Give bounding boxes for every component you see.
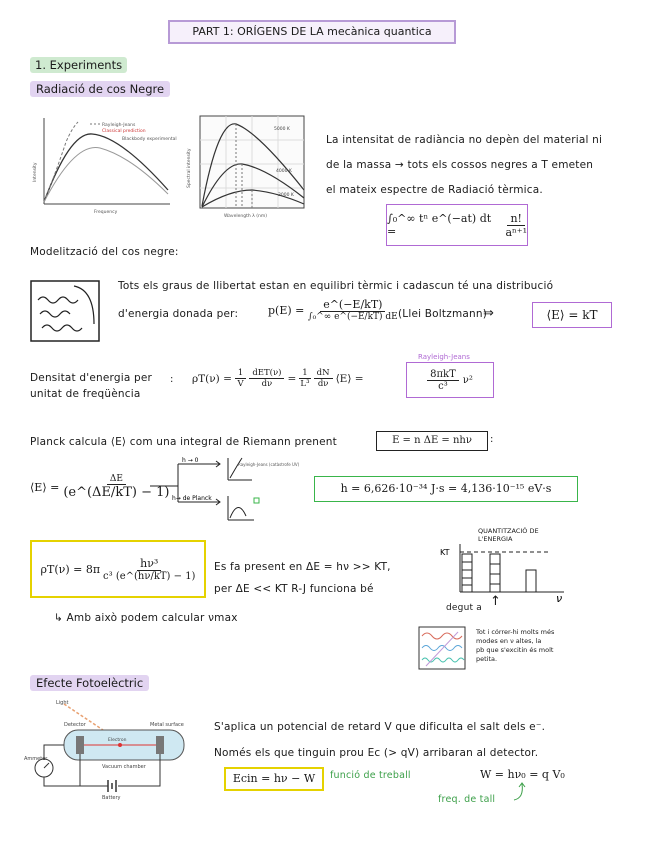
cutoff-arrow-icon (510, 782, 530, 804)
boltzmann-arrow: ⇒ (483, 306, 494, 321)
boltzmann-law: (Llei Boltzmann) (398, 308, 488, 320)
diagram-vacuum-label: Vacuum chamber (102, 764, 146, 770)
density-f1-num: 1 (235, 368, 246, 379)
density-colon: : (170, 374, 174, 385)
plot2-xlabel: Wavelength λ (nm) (224, 214, 267, 219)
quantization-title: QUANTITZACIÓ DE L'ENERGIA (478, 527, 539, 543)
plot1-legend-b: Classical prediction (102, 129, 146, 134)
planck-text: Planck calcula ⟨E⟩ com una integral de Riemann prenent (30, 436, 337, 448)
boltzmann-num: e^(−E/kT) (320, 298, 385, 312)
avg-energy-num: ΔE (107, 474, 126, 485)
density-frac-3 (299, 368, 310, 389)
branch-top-label: h → 0 (182, 457, 199, 464)
boltzmann-formula (268, 298, 398, 322)
subsection-photoelectric (30, 672, 149, 691)
planck-law-num: hν³ (137, 557, 161, 571)
integral-formula-den: aⁿ⁺¹ (505, 225, 527, 239)
diagram-electron-label: Electron (108, 738, 127, 743)
diagram-light-label: Light (56, 700, 69, 706)
diagram-metal-label: Metal surface (150, 722, 184, 728)
plot1-ylabel: Intensity (33, 162, 38, 182)
density-frac-1 (235, 368, 246, 389)
density-f4-num: dN (314, 368, 333, 379)
black-body-plot-1 (30, 112, 175, 220)
black-body-description (326, 128, 602, 203)
quantization-chart (440, 540, 570, 605)
modes-icon (418, 626, 466, 670)
density-f3-num: 1 (299, 368, 310, 379)
density-label (30, 370, 152, 402)
density-f3-den: L³ (300, 379, 310, 389)
planck-colon: : (490, 434, 494, 445)
density-f2-num: dET(ν) (249, 368, 284, 379)
rayleigh-jeans-label: Rayleigh-Jeans (418, 353, 470, 361)
section-experiments (30, 54, 127, 73)
mode-note (476, 628, 554, 664)
rayleigh-jeans-box (406, 362, 494, 398)
equipartition-line-2: d'energia donada per: (118, 308, 239, 320)
photoelectric-diagram (24, 696, 194, 800)
threshold-formula: W = hν₀ = q V₀ (480, 768, 565, 781)
rj-validity-line-2: per ΔE << KT R-J funciona bé (214, 583, 374, 595)
section-experiments-label: 1. Experiments (30, 57, 127, 73)
subsection-photoelectric-label: Efecte Fotoelèctric (30, 675, 149, 691)
page-title: PART 1: ORÍGENS DE LA mecànica quantica (168, 20, 456, 44)
rj-validity-line-1: Es fa present en ΔE = hν >> KT, (214, 561, 391, 573)
boltzmann-fraction (308, 298, 398, 322)
density-label-line-1: Densitat d'energia per (30, 372, 153, 384)
nu-max-note: ↳ Amb això podem calcular νmax (54, 612, 238, 624)
planck-quantization-box: E = n ΔE = nhν (376, 431, 488, 451)
density-f2-den: dν (261, 379, 273, 389)
branch-bottom-label: h→ de Planck (172, 495, 212, 502)
mode-note-line-1: Tot i córrer-hi molts més (476, 628, 555, 636)
black-body-line-1: La intensitat de radiància no depèn del material ni (326, 134, 603, 146)
integral-formula-num: n! (507, 212, 525, 226)
avg-energy-formula (30, 474, 169, 500)
plot2-curve-a: 5000 K (274, 127, 290, 132)
photoelectric-description (214, 714, 545, 766)
planck-law-box (30, 540, 206, 598)
mode-note-line-3: pb que s'excitin és molt (476, 646, 554, 654)
photoelectric-line-2: Només els que tinguin prou Ec (> qV) arribaran al detector. (214, 747, 539, 759)
boltzmann-den: ∫₀^∞ e^(−E/kT) dE (307, 312, 398, 322)
rj-den: c³ (438, 380, 448, 392)
mode-note-line-2: modes en ν altes, la (476, 637, 542, 645)
density-frac-2 (249, 368, 284, 389)
cutoff-frequency-label: freq. de tall (438, 794, 496, 805)
quantization-kt-label: KT (440, 548, 450, 557)
quantization-x-label: ν (556, 592, 563, 605)
branch-check-icon (254, 498, 259, 503)
subsection-black-body-label: Radiació de cos Negre (30, 81, 170, 97)
branch-top-note: Rayleigh-Jeans (catàstrofe UV) (238, 462, 300, 467)
model-label: Modelització del cos negre: (30, 246, 179, 258)
rj-tail: ν² (462, 374, 473, 386)
density-lhs: ρT(ν) = (192, 372, 232, 385)
limit-branch-diagram (150, 454, 300, 526)
subsection-black-body (30, 78, 170, 97)
density-f4-den: dν (317, 379, 329, 389)
plot2-ylabel: Spectral intensity (187, 148, 192, 188)
black-body-plot-2 (178, 110, 308, 222)
avg-energy-lhs: ⟨E⟩ = (30, 480, 60, 494)
plot1-legend-c: Blackbody experimental (122, 137, 177, 142)
quantization-bottom-label: degut a (446, 603, 482, 613)
density-label-line-2: unitat de freqüència (30, 388, 141, 400)
work-function-label: funció de treball (330, 770, 411, 781)
diagram-detector-label: Detector (64, 722, 86, 728)
planck-law-lhs: ρT(ν) = 8π (40, 562, 101, 576)
rj-num: 8πkT (427, 369, 459, 381)
density-f1-den: V (237, 379, 244, 389)
integral-formula-left: ∫₀^∞ tⁿ e^(−at) dt = (387, 212, 492, 238)
plot2-curve-c: 3000 K (278, 193, 294, 198)
photoelectric-line-1: S'aplica un potencial de retard V que dificulta el salt dels e⁻. (214, 721, 546, 733)
density-frac-4 (314, 368, 333, 389)
kinetic-energy-box: Ecin = hν − W (224, 767, 324, 791)
black-body-line-3: el mateix espectre de Radiació tèrmica. (326, 184, 543, 196)
equipartition-line-1: Tots els graus de llibertat estan en equilibri tèrmic i cadascun té una distribució (118, 280, 554, 292)
mode-note-line-4: petita. (476, 655, 498, 663)
mean-energy-box: ⟨E⟩ = kT (532, 302, 612, 328)
diagram-battery-label: Battery (102, 795, 121, 801)
planck-law-den: c³ (e^(hν/kT) − 1) (103, 570, 196, 582)
rayleigh-jeans-fraction (427, 369, 459, 392)
quantization-arrow: ↑ (490, 594, 501, 609)
density-tail: ⟨E⟩ = (335, 372, 364, 385)
plot2-curve-b: 4000 K (276, 169, 292, 174)
black-body-cavity-icon (30, 280, 100, 342)
density-formula: ρT(ν) = $\frac{1}{V}$ $\frac{\text{dET(ν)}}{d\nu}$ = $\frac{1}{\text{L³}}$ $\frac{dN}{d\nu}$ ⟨E⟩ = (192, 368, 364, 389)
planck-constant-box: h = 6,626·10⁻³⁴ J·s = 4,136·10⁻¹⁵ eV·s (314, 476, 578, 502)
boltzmann-lhs: p(E) = (268, 303, 305, 317)
diagram-ammeter-label: Ammeter (24, 756, 48, 762)
plot1-legend-a: Rayleigh-Jeans (102, 123, 136, 128)
plot1-xlabel: Frequency (94, 210, 118, 215)
integral-formula-box (386, 204, 528, 246)
black-body-line-2: de la massa → tots els cossos negres a T emeten (326, 159, 594, 171)
rj-validity (214, 556, 391, 600)
planck-law-fraction (103, 557, 195, 582)
integral-formula-fraction (505, 212, 527, 239)
avg-energy-den: (e^(ΔE/kT) − 1) (63, 485, 170, 500)
